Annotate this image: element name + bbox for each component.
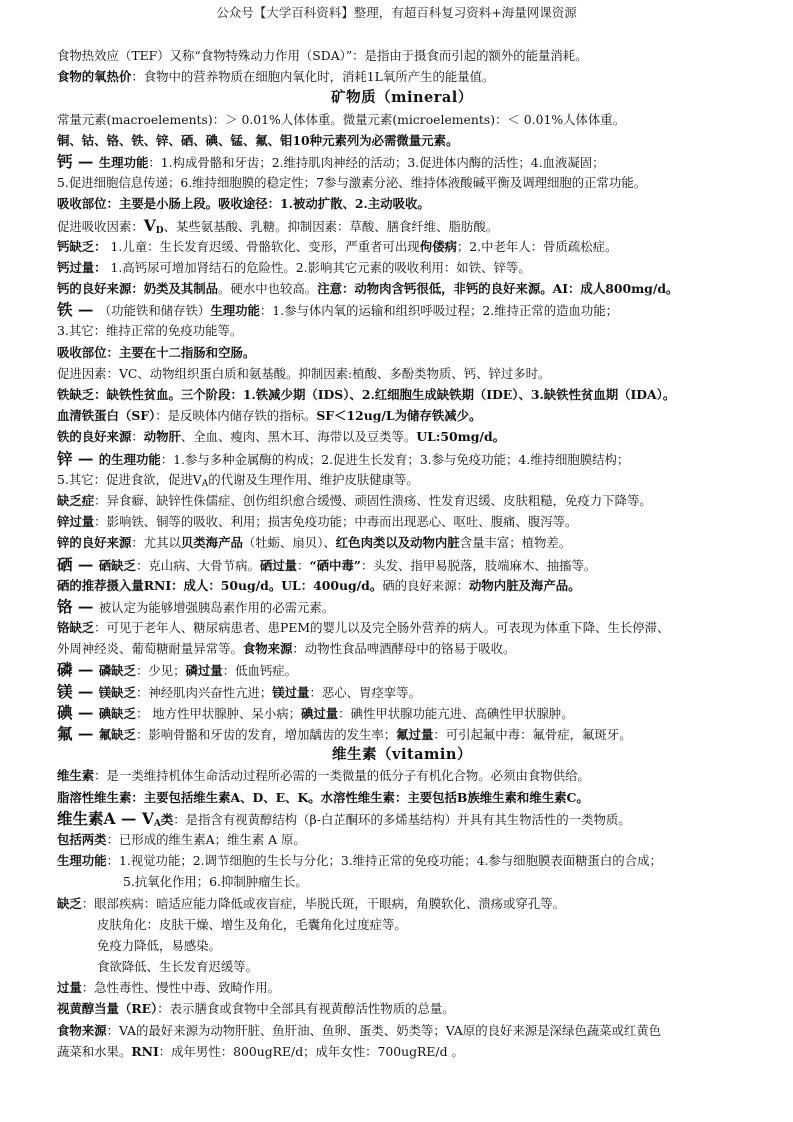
text-line: 食物热效应（TEF）又称“食物特殊动力作用（SDA）”：是指由于摄食而引起的额外的能量消耗。 <box>57 48 588 63</box>
text-line: 外周神经炎、葡萄糖耐量异常等。食物来源：动物性食品啤酒酵母中的铬易于吸收。 <box>57 641 516 657</box>
text-line: 5.抗氧化作用；6.抑制肿瘤生长。 <box>123 874 308 890</box>
text-line: 生理功能：1.视觉功能；2.调节细胞的生长与分化；3.维持正常的免疫功能；4.参与细胞膜表面糖蛋白的合成； <box>57 853 662 869</box>
text-line: 食欲降低、生长发育迟缓等。 <box>97 959 259 975</box>
text-line: 脂溶性维生素：主要包括维生素A、D、E、K。水溶性维生素：主要包括B族维生素和维生素C。 <box>57 789 589 805</box>
text-line: 视黄醇当量（RE）：表示膳食或食物中全部具有视黄醇活性物质的总量。 <box>57 1001 455 1017</box>
text-line: 血清铁蛋白（SF）：是反映体内储存铁的指标。SF＜12ug/L为储存铁减少。 <box>57 408 482 424</box>
text-line: 锌的良好来源：尤其以贝类海产品（牡蛎、扇贝）、红色肉类以及动物内脏含量丰富；植物差。 <box>57 535 572 551</box>
text-line: 硒的推荐摄入量RNI：成人：50ug/d。UL：400ug/d。硒的良好来源：动物内脏及海产品。 <box>57 577 581 593</box>
page-header: 公众号【大学百科资料】整理，有超百科复习资料+海量网课资源 <box>216 5 577 20</box>
text-line: 铬缺乏：可见于老年人、糖尿病患者、患PEM的婴儿以及完全肠外营养的病人。可表现为体重下降、生长停滞、 <box>57 620 670 636</box>
text-line: 铁 — （功能铁和储存铁）生理功能：1.参与体内氧的运输和组织呼吸过程；2.维持正常的造血功能； <box>57 300 619 320</box>
text-line: 碘 — 碘缺乏： 地方性甲状腺肿、呆小病；碘过量：碘性甲状腺功能亢进、高碘性甲状腺肿。 <box>57 702 574 722</box>
text-line: 锌 — 的生理功能：1.参与多种金属酶的构成；2.促进生长发育；3.参与免疫功能；4.维持细胞膜结构； <box>57 448 630 468</box>
text-line: 免疫力降低，易感染。 <box>97 937 221 953</box>
text-line: 吸收部位：主要在十二指肠和空肠。 <box>57 344 256 360</box>
text-line: 蔬菜和水果。RNI：成年男性：800ugRE/d；成年女性：700ugRE/d 。 <box>57 1043 464 1059</box>
text-line: 常量元素(macroelements)：＞ 0.01%人体体重。微量元素(microelements)：＜ 0.01%人体体重。 <box>57 111 626 127</box>
text-line: 缺乏：眼部疾病：暗适应能力降低或夜盲症，毕脱氏斑，干眼病，角膜软化、溃疡或穿孔等。 <box>57 895 566 911</box>
text-line: 食物的氧热价：食物中的营养物质在细胞内氧化时，消耗1L氧所产生的能量值。 <box>57 69 495 85</box>
text-line: 缺乏症：异食癖、缺锌性侏儒症、创伤组织愈合缓慢、顽固性溃疡、性发育迟缓、皮肤粗糙，免疫力下降等。 <box>57 492 652 508</box>
text-line: 维生素：是一类维持机体生命活动过程所必需的一类微量的低分子有机化合物。必须由食物供给。 <box>57 768 590 784</box>
text-line: 铁的良好来源：动物肝、全血、瘦肉、黑木耳、海带以及豆类等。UL:50mg/d。 <box>57 429 506 445</box>
text-line: 包括两类：已形成的维生素A；维生素 A 原。 <box>57 831 306 847</box>
text-line: 钙的良好来源：奶类及其制品。硬水中也较高。注意：动物肉含钙很低，非钙的良好来源。AI：成人800mg/d。 <box>57 281 679 297</box>
text-line: 食物来源：VA的最好来源为动物肝脏、鱼肝油、鱼卵、蛋类、奶类等；VA原的良好来源是深绿色蔬菜或红黄色 <box>57 1022 662 1038</box>
text-line: 钙缺乏： 1.儿童：生长发育迟缓、骨骼软化、变形，严重者可出现佝偻病；2.中老年人：骨质疏松症。 <box>57 238 618 254</box>
text-line: 锌过量：影响铁、铜等的吸收、利用；损害免疫功能；中毒而出现恶心、呕吐、腹痛、腹泻等。 <box>57 514 578 530</box>
document-body <box>57 45 747 1062</box>
text-line: 皮肤角化：皮肤干燥、增生及角化，毛囊角化过度症等。 <box>97 916 407 932</box>
text-line: 钙 — 生理功能：1.构成骨骼和牙齿；2.维持肌肉神经的活动；3.促进体内酶的活性；4.血液凝固； <box>57 151 605 171</box>
text-line: 维生素A — $V_A$类：是指含有视黄醇结构（β-白芷酮环的多烯基结构）并具有其生物活性的一类物质。 <box>57 808 631 829</box>
text-line: 磷 — 磷缺乏：少见；磷过量：低血钙症。 <box>57 660 298 680</box>
text-line: 钙过量： 1.高钙尿可增加肾结石的危险性。2.影响其它元素的吸收利用：如铁、锌等。 <box>57 259 531 275</box>
text-line: 促进吸收因素：$V_D$、某些氨基酸、乳糖。抑制因素：草酸、膳食纤维、脂肪酸。 <box>57 215 499 236</box>
text-line: 吸收部位：主要是小肠上段。吸收途径：1.被动扩散、2.主动吸收。 <box>57 196 430 212</box>
text-line: 3.其它：维持正常的免疫功能等。 <box>57 323 243 339</box>
section-title: 矿物质（mineral） <box>331 89 473 107</box>
section-title: 维生素（vitamin） <box>332 746 472 764</box>
text-line: 促进因素：VC、动物组织蛋白质和氨基酸。抑制因素:植酸、多酚类物质、钙、锌过多时。 <box>57 365 551 381</box>
text-line: 过量：急性毒性、慢性中毒、致畸作用。 <box>57 980 281 996</box>
text-line: 铜、钴、铬、铁、锌、硒、碘、锰、氟、钼10种元素列为必需微量元素。 <box>57 132 459 148</box>
text-line: 5.促进细胞信息传递；6.维持细胞膜的稳定性；7参与激素分泌、维持体液酸碱平衡及调理细胞的正常功能。 <box>57 175 647 191</box>
text-line: 铬 — 被认定为能够增强胰岛素作用的必需元素。 <box>57 596 335 616</box>
text-line: 镁 — 镁缺乏：神经肌肉兴奋性亢进；镁过量：恶心、胃痉挛等。 <box>57 681 421 701</box>
text-line: 铁缺乏：缺铁性贫血。三个阶段：1.铁减少期（IDS）、2.红细胞生成缺铁期（IDE）、3.缺铁性贫血期（IDA）。 <box>57 387 676 402</box>
text-line: 硒 — 硒缺乏：克山病、大骨节病。硒过量：“硒中毒”：头发、指甲易脱落，肢端麻木、抽搐等。 <box>57 554 597 574</box>
text-line: 5.其它：促进食欲，促进$V_A$的代谢及生理作用、维护皮肤健康等。 <box>57 471 419 489</box>
text-line: 氟 — 氟缺乏：影响骨骼和牙齿的发育，增加龋齿的发生率；氟过量：可引起氟中毒：氟骨症，氟斑牙。 <box>57 724 632 743</box>
